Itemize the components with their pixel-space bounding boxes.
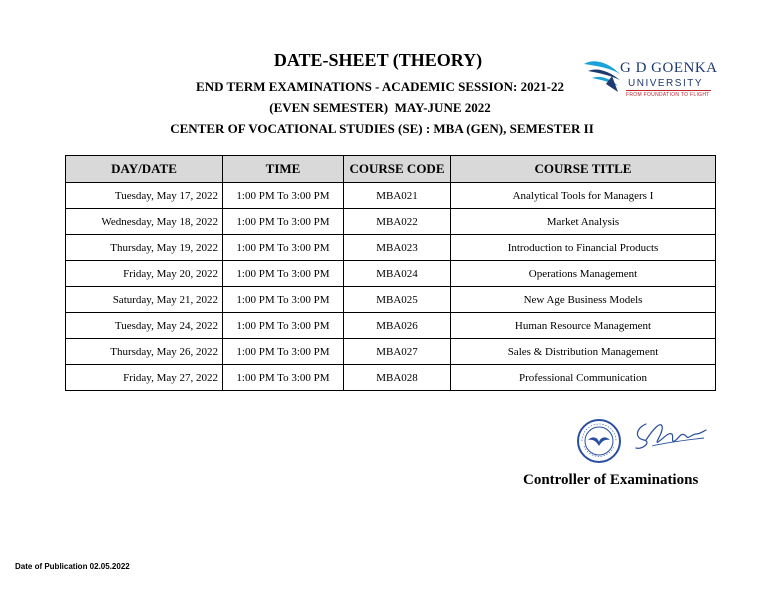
exam-schedule-table <box>65 155 716 391</box>
cell-time: 1:00 PM To 3:00 PM <box>223 313 344 339</box>
cell-day: Wednesday, May 18, 2022 <box>66 209 223 235</box>
cell-day: Friday, May 27, 2022 <box>66 365 223 391</box>
cell-code: MBA023 <box>344 235 451 261</box>
cell-title: Human Resource Management <box>451 313 716 339</box>
logo-divider <box>626 90 711 91</box>
page-title: DATE-SHEET (THEORY) <box>273 50 483 70</box>
cell-code: MBA028 <box>344 365 451 391</box>
cell-day: Saturday, May 21, 2022 <box>66 287 223 313</box>
cell-time: 1:00 PM To 3:00 PM <box>223 339 344 365</box>
logo-university: UNIVERSITY <box>628 78 704 89</box>
cell-title: Market Analysis <box>451 209 716 235</box>
table-row <box>66 365 716 391</box>
cell-time: 1:00 PM To 3:00 PM <box>223 287 344 313</box>
table-header-row <box>66 156 716 183</box>
cell-code: MBA021 <box>344 183 451 209</box>
cell-day: Thursday, May 19, 2022 <box>66 235 223 261</box>
signature-icon <box>632 418 712 454</box>
table-row <box>66 287 716 313</box>
col-header-code: COURSE CODE <box>344 156 451 183</box>
table-row <box>66 209 716 235</box>
signatory-title: Controller of Examinations <box>523 472 699 488</box>
logo-tagline: FROM FOUNDATION TO FLIGHT <box>626 92 710 98</box>
bird-wings-icon <box>582 56 624 96</box>
logo-name: G D GOENKA <box>620 60 718 76</box>
cell-code: MBA025 <box>344 287 451 313</box>
cell-time: 1:00 PM To 3:00 PM <box>223 183 344 209</box>
cell-title: Introduction to Financial Products <box>451 235 716 261</box>
table-row <box>66 339 716 365</box>
cell-code: MBA026 <box>344 313 451 339</box>
col-header-day: DAY/DATE <box>66 156 223 183</box>
program-line: CENTER OF VOCATIONAL STUDIES (SE) : MBA (GEN), SEMESTER II <box>170 121 594 136</box>
cell-code: MBA022 <box>344 209 451 235</box>
cell-title: Professional Communication <box>451 365 716 391</box>
col-header-time: TIME <box>223 156 344 183</box>
cell-time: 1:00 PM To 3:00 PM <box>223 235 344 261</box>
cell-title: Sales & Distribution Management <box>451 339 716 365</box>
semester-line: (EVEN SEMESTER) MAY-JUNE 2022 <box>269 100 491 115</box>
cell-code: MBA024 <box>344 261 451 287</box>
cell-code: MBA027 <box>344 339 451 365</box>
exam-session: END TERM EXAMINATIONS - ACADEMIC SESSION: 2021-22 <box>196 79 564 94</box>
cell-time: 1:00 PM To 3:00 PM <box>223 365 344 391</box>
cell-day: Tuesday, May 24, 2022 <box>66 313 223 339</box>
col-header-title: COURSE TITLE <box>451 156 716 183</box>
table-row <box>66 313 716 339</box>
university-logo <box>582 56 717 106</box>
cell-day: Thursday, May 26, 2022 <box>66 339 223 365</box>
cell-title: Analytical Tools for Managers I <box>451 183 716 209</box>
cell-title: Operations Management <box>451 261 716 287</box>
university-seal-icon <box>576 418 622 464</box>
table-row <box>66 235 716 261</box>
cell-day: Tuesday, May 17, 2022 <box>66 183 223 209</box>
table-row <box>66 183 716 209</box>
cell-day: Friday, May 20, 2022 <box>66 261 223 287</box>
publication-date: Date of Publication 02.05.2022 <box>15 562 130 571</box>
cell-time: 1:00 PM To 3:00 PM <box>223 209 344 235</box>
table-row <box>66 261 716 287</box>
cell-title: New Age Business Models <box>451 287 716 313</box>
cell-time: 1:00 PM To 3:00 PM <box>223 261 344 287</box>
